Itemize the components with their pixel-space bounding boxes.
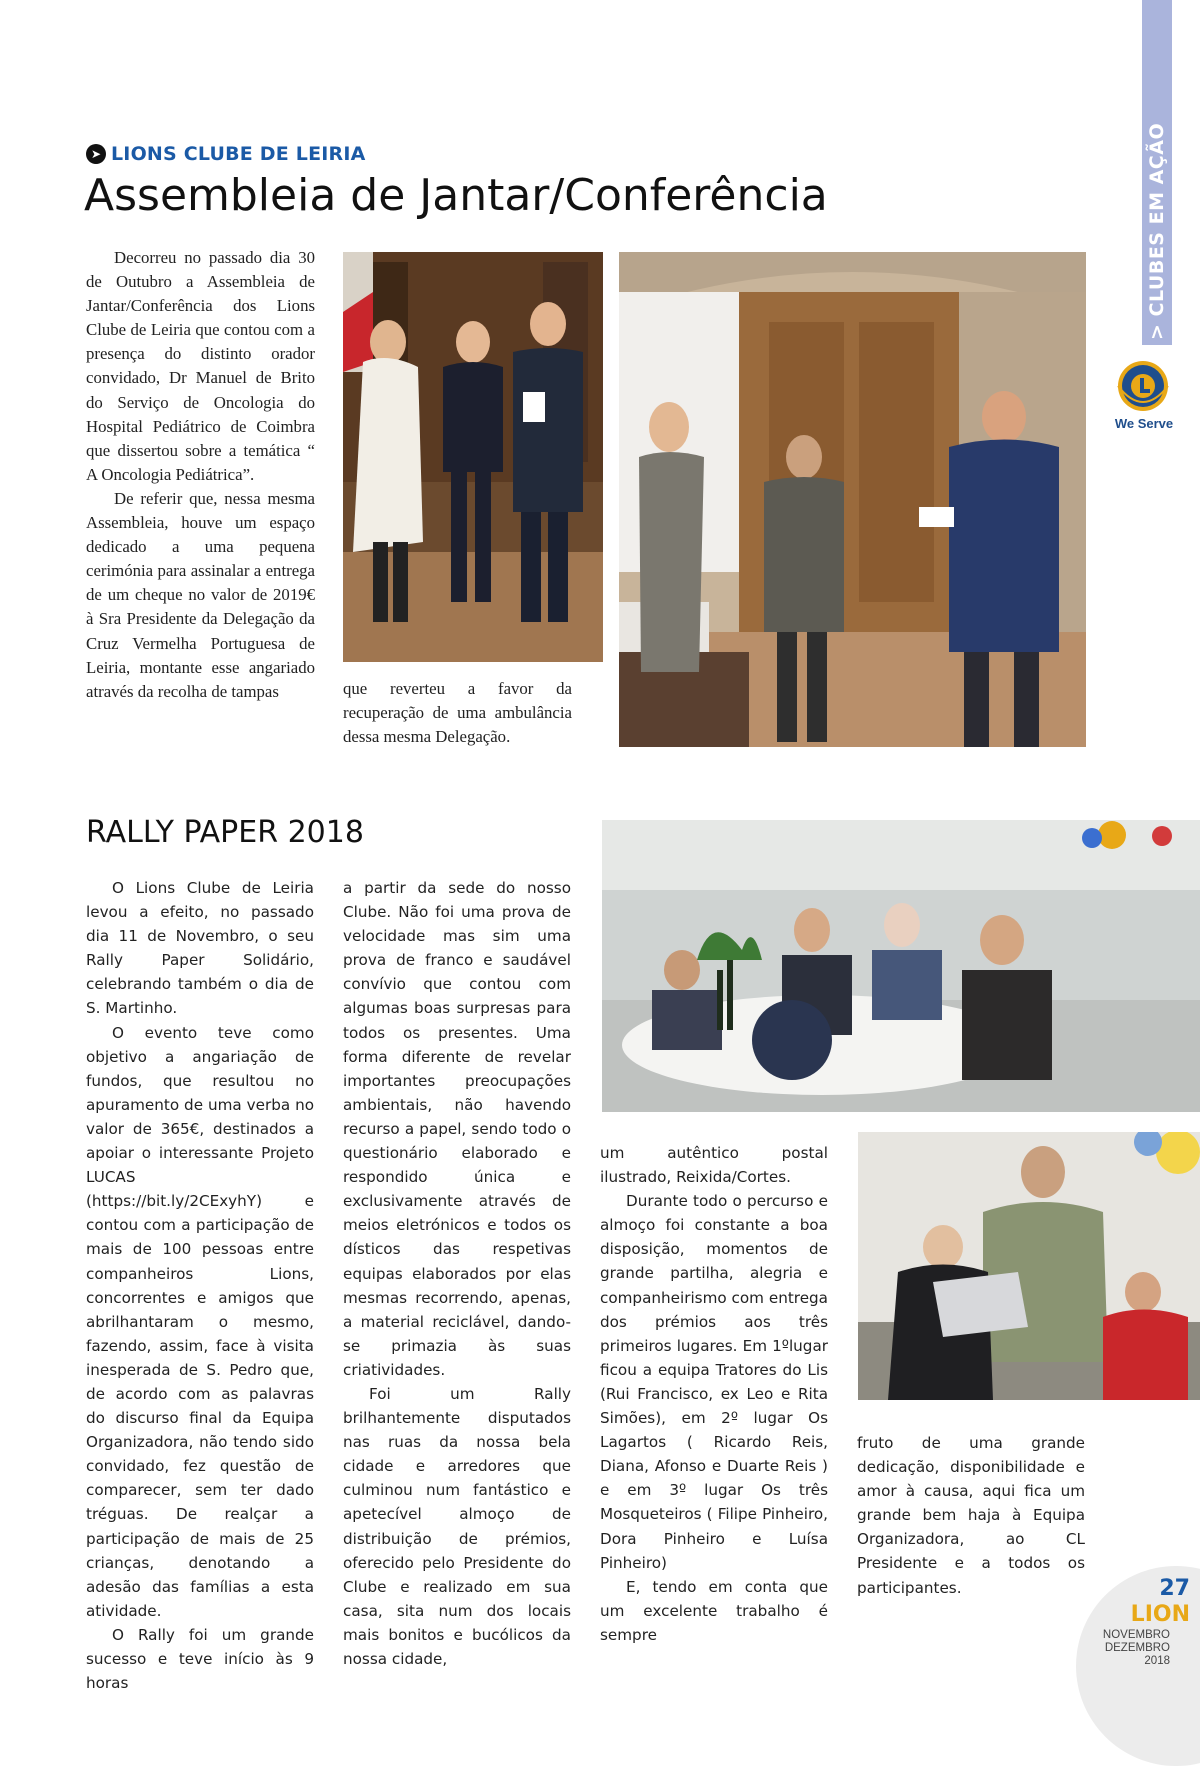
paragraph: Durante todo o percurso e almoço foi constante a boa disposição, momentos de grande partilha, alegria e companheirismo com entrega dos prémios aos três primeiros lugares. Em 1ºlugar ficou a equipa Tratores do Lis (Rui Francisco, ex Leo e Rita Simões), em 2º lugar Os Lagartos ( Ricardo Reis, Diana, Afonso e Duarte Reis ) e em 3º lugar Os três Mosqueteiros ( Filipe Pinheiro, Dora Pinheiro e Luísa Pinheiro) — [600, 1192, 828, 1572]
article-kicker — [86, 143, 366, 165]
issue-date — [1080, 1629, 1170, 1668]
paragraph: Foi um Rally brilhantemente disputados nas ruas da nossa bela cidade e arredores que culminou num fantástico e apetecível almoço de distribuição de prémios, oferecido pelo Presidente do Clube e realizado em sua casa, sita num dos locais mais bonitos e bucólicos da nossa cidade, — [343, 1384, 571, 1668]
article-title: RALLY PAPER 2018 — [86, 815, 364, 850]
section-tab-label — [1144, 314, 1200, 340]
paragraph: De referir que, nessa mesma Assembleia, houve um espaço dedicado a uma pequena cerimónia para assinalar a entrega de um cheque no valor de 2019€ à Sra Presidente da Delegação da Cruz Vermelha Portuguesa de Leiria, montante esse angariado através da recolha de tampas — [86, 488, 315, 701]
article2-column-4 — [857, 1431, 1085, 1600]
paragraph: fruto de uma grande dedicação, disponibilidade e amor à causa, aqui fica um grande bem haja à Equipa Organizadora, ao CL Presidente e a todos os participantes. — [857, 1434, 1085, 1597]
photo-ceremony-three-people — [343, 252, 603, 662]
article1-column-1 — [86, 246, 315, 704]
kicker-label: LIONS CLUBE DE LEIRIA — [111, 143, 366, 165]
photo-lunch-gathering — [602, 820, 1200, 1112]
article-title: Assembleia de Jantar/Conferência — [84, 170, 828, 221]
magazine-name: LION — [1130, 1602, 1190, 1627]
article2-column-1 — [86, 876, 314, 1695]
paragraph: E, tendo em conta que um excelente trabalho é sempre — [600, 1577, 828, 1644]
article2-column-3 — [600, 1141, 828, 1647]
issue-month-2: DEZEMBRO — [1104, 1642, 1170, 1654]
paragraph: a partir da sede do nosso Clube. Não foi uma prova de velocidade mas sim uma prova de franco e saudável convívio que contou com algumas boas surpresas para todos os presentes. Uma forma diferente de revelar importantes preocupações ambientais, não havendo recurso a papel, sendo todo o questionário elaborado e respondido única e exclusivamente através de meios eletrónicos e todos os dísticos das respetivas equipas elaborados por elas mesmas recorrendo, apenas, a material reciclável, dando-se primazia às suas criatividades. — [343, 879, 571, 1379]
article2-column-2 — [343, 876, 571, 1671]
paragraph: O evento teve como objetivo a angariação de fundos, que resultou no apuramento de uma verba no valor de 365€, destinados a apoiar o interessante Projeto LUCAS (https://bit.ly/2CExyhY) e contou com a participação de mais de 100 pessoas entre companheiros Lions, concorrentes e amigos que abrilhantaram o mesmo, fazendo, assim, face à visita inesperada de S. Pedro que, de acordo com as palavras do discurso final da Equipa Organizadora, não tendo sido convidado, fez questão de comparecer, sem ter dado tréguas. De realçar a participação de mais de 25 crianças, denotando a adesão das famílias a esta atividade. — [86, 1023, 314, 1620]
paragraph: O Lions Clube de Leiria levou a efeito, no passado dia 11 de Novembro, o seu Rally Paper Solidário, celebrando também o dia de S. Martinho. — [86, 879, 314, 1018]
paragraph: um autêntico postal ilustrado, Reixida/Cortes. — [600, 1144, 828, 1187]
paragraph: Decorreu no passado dia 30 de Outubro a Assembleia de Jantar/Conferência dos Lions Clube de Leiria que contou com a presença do distinto orador convidado, Dr Manuel de Brito do Serviço de Oncologia do Hospital Pediátrico de Coimbra que dissertou sobre a temática “ A Oncologia Pediátrica”. — [86, 248, 315, 484]
article1-column-2 — [343, 677, 572, 749]
issue-month-1: NOVEMBRO — [1102, 1629, 1170, 1641]
paragraph: que reverteu a favor da recuperação de uma ambulância dessa mesma Delegação. — [343, 679, 572, 747]
lions-logo-icon — [1110, 358, 1176, 414]
paragraph: O Rally foi um grande sucesso e teve início às 9 horas — [86, 1625, 314, 1693]
arrow-circle-icon: ➤ — [86, 144, 106, 164]
issue-year: 2018 — [1144, 1655, 1170, 1667]
motto-text: We Serve — [1114, 416, 1174, 431]
photo-laptop-group — [858, 1132, 1200, 1400]
photo-speakers-with-microphone — [619, 252, 1086, 747]
page-number: 27 — [1159, 1576, 1190, 1601]
